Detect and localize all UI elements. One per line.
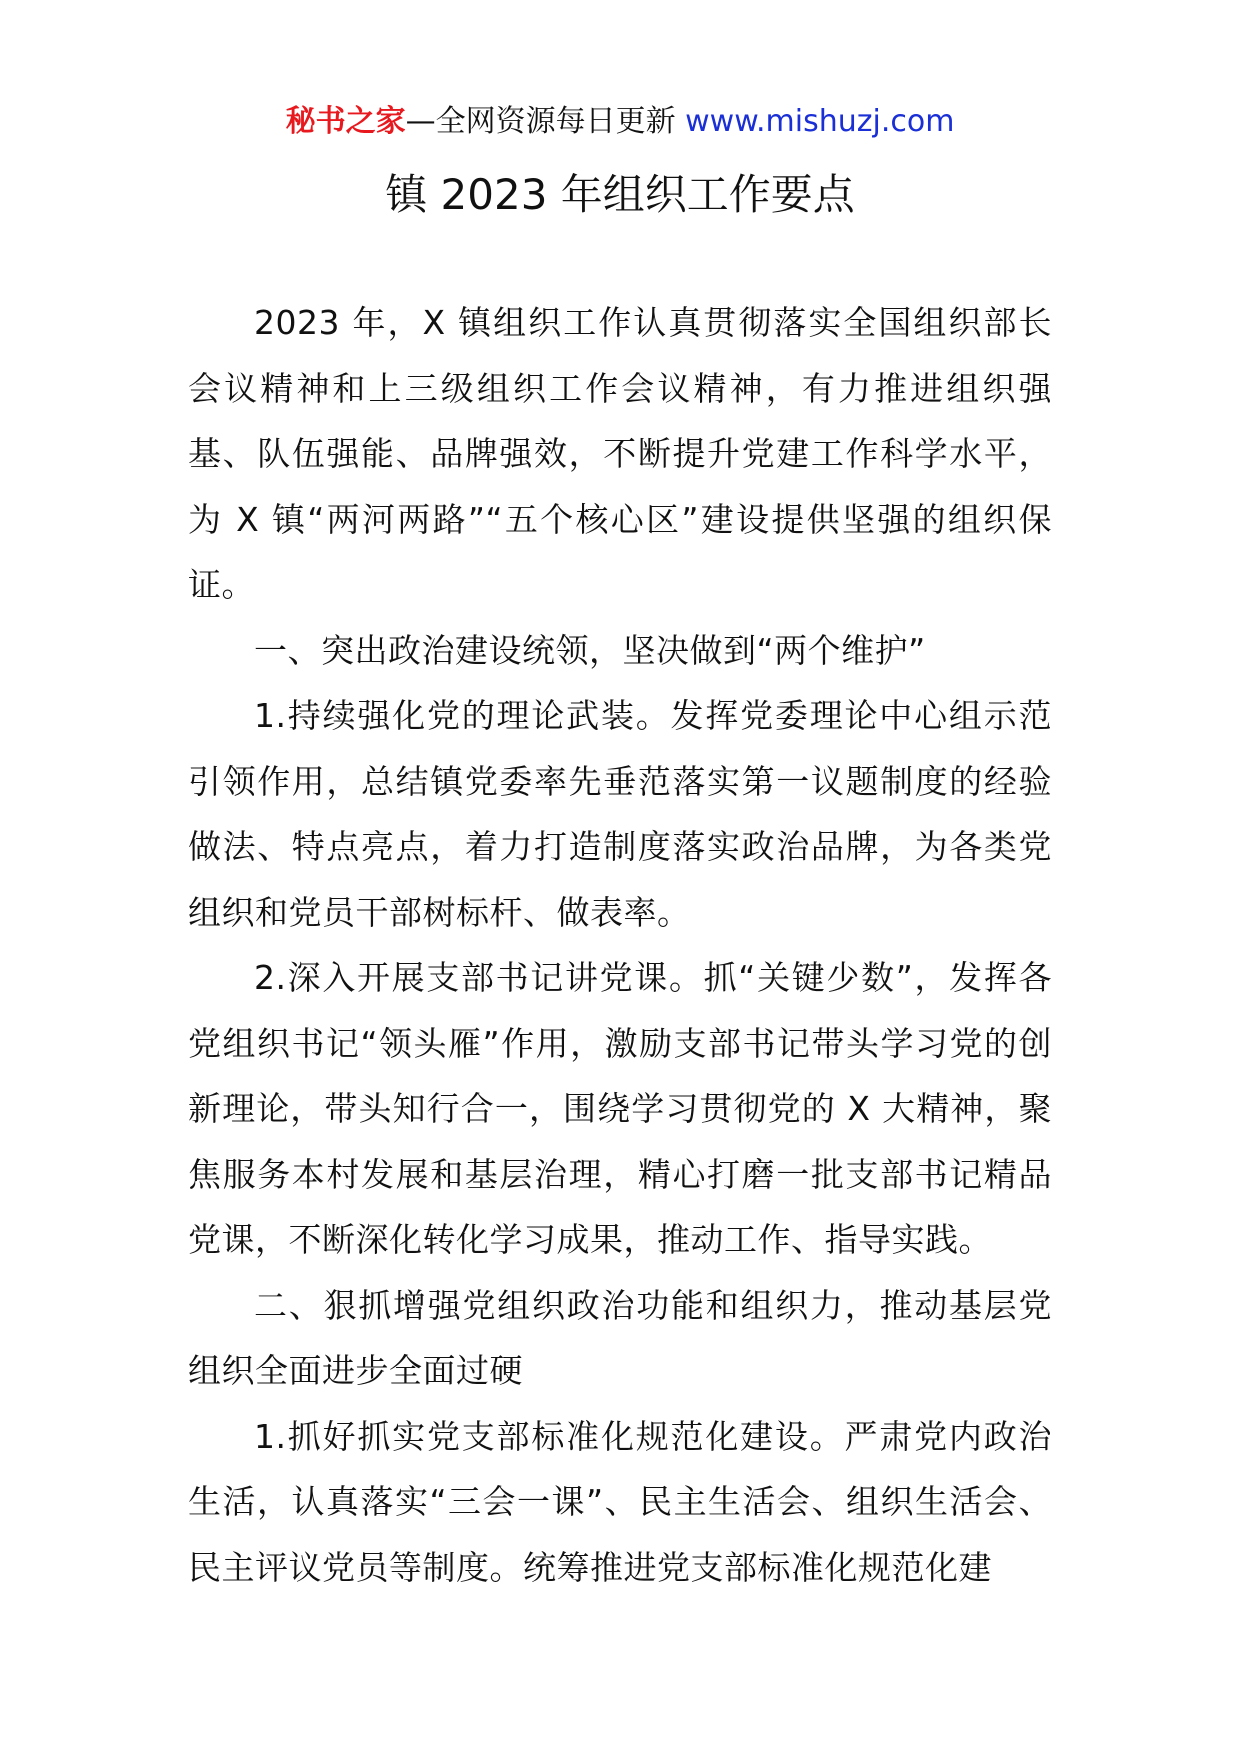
body-paragraph: 2.深入开展支部书记讲党课。抓“关键少数”，发挥各党组织书记“领头雁”作用，激励支部书记带头学习党的创新理论，带头知行合一，围绕学习贯彻党的 X 大精神，聚焦服务本村发展和基层治理，精心打磨一批支部书记精品党课，不断深化转化学习成果，推动工作、指导实践。 — [188, 958, 1052, 1259]
section-heading-1: 一、突出政治建设统领，坚决做到“两个维护” — [254, 630, 926, 670]
document-body — [188, 290, 1052, 1600]
section-heading-2: 二、狠抓增强党组织政治功能和组织力，推动基层党组织全面进步全面过硬 — [188, 1285, 1052, 1390]
body-paragraph: 1.抓好抓实党支部标准化规范化建设。严肃党内政治生活，认真落实“三会一课”、民主生活会、组织生活会、民主评议党员等制度。统筹推进党支部标准化规范化建 — [188, 1416, 1052, 1587]
intro-paragraph: 2023 年，X 镇组织工作认真贯彻落实全国组织部长会议精神和上三级组织工作会议精神，有力推进组织强基、队伍强能、品牌强效，不断提升党建工作科学水平，为 X 镇“两河两路”“五个核心区”建设提供坚强的组织保证。 — [188, 303, 1052, 604]
website-link[interactable]: www.mishuzj.com — [685, 104, 955, 139]
document-title: 镇 2023 年组织工作要点 — [385, 170, 855, 219]
site-banner — [0, 100, 1240, 144]
brand-name: 秘书之家 — [285, 104, 406, 139]
banner-slogan: —全网资源每日更新 — [405, 104, 676, 139]
body-paragraph: 1.持续强化党的理论武装。发挥党委理论中心组示范引领作用，总结镇党委率先垂范落实第一议题制度的经验做法、特点亮点，着力打造制度落实政治品牌，为各类党组织和党员干部树标杆、做表率。 — [188, 696, 1052, 932]
